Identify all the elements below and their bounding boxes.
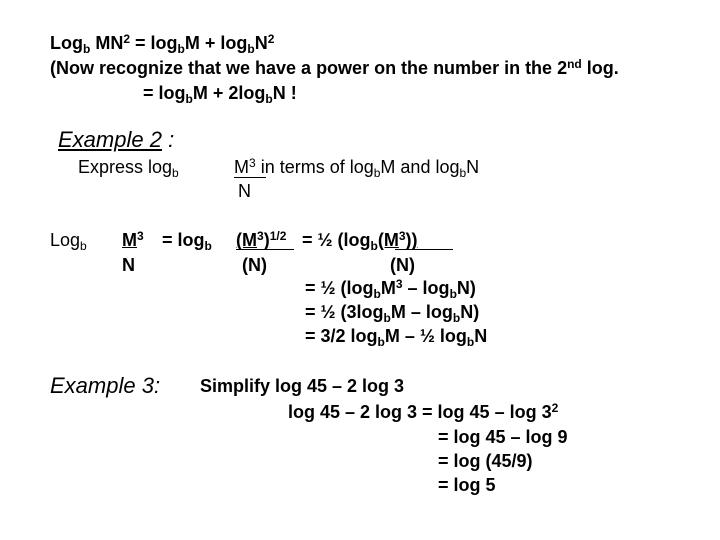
den-n1 [122,256,135,274]
intro-text: (Now recognize that we have a power on the number in the 2 [50,58,568,78]
step-text: = ½ (3log [305,302,384,322]
log-base: b [373,287,381,301]
fraction-bar [234,177,266,178]
step-text: N) [456,278,476,298]
intro-text: MN [90,33,124,53]
log-base: b [459,166,467,180]
log-base: b [172,166,179,180]
log-base: b [204,239,212,253]
log-base: b [452,311,461,325]
fraction-den: N [122,255,135,275]
intro-text: N ! [272,83,297,103]
prompt-text: Simplify log 45 – 2 log 3 [200,376,405,396]
log-base: b [466,335,475,349]
ex2-step-4 [305,326,488,349]
log-base: b [177,42,185,56]
intro-text: = log [143,83,186,103]
work-frac1-num [122,231,144,249]
log-base: b [373,166,381,180]
log-base: b [265,92,273,106]
example-3-heading [50,375,160,397]
log-base: b [185,92,193,106]
intro-line-3 [143,83,297,106]
ex3-step-2 [438,428,568,446]
intro-text: N [254,33,268,53]
intro-line-1 [50,32,275,56]
step-text: = log 45 – log 9 [438,427,568,447]
den-n2 [242,256,267,274]
exponent: 2 [551,401,559,415]
log-base: b [383,311,391,325]
paren-text: (M [236,230,257,250]
example-3-label: Example 3: [50,373,161,398]
log-word: Log [50,33,83,53]
step-text: = ½ (log [305,278,374,298]
log-base: b [449,287,457,301]
work-eq1 [162,230,212,253]
step-text: N [474,326,488,346]
log-base: b [247,42,255,56]
log-word: Log [50,230,81,250]
ex3-step-4 [438,476,496,494]
step-text: – log [402,278,450,298]
intro-text: = log [130,33,178,53]
fraction-den: (N) [242,255,267,275]
eq-text: = log [162,230,205,250]
express-text: N [466,157,480,177]
intro-text: log. [581,58,619,78]
express-fraction-den [238,182,251,200]
step-text: M [380,278,396,298]
exponent: 3 [249,156,256,170]
exponent: 3 [137,229,144,243]
exponent: 3 [257,229,264,243]
express-text: Express log [78,157,173,177]
fraction-den: (N) [390,255,415,275]
paren-text: ) [263,230,270,250]
exponent: 2 [267,32,275,46]
intro-text: M + log [184,33,248,53]
log-base: b [80,239,87,253]
ex2-step-3 [305,302,480,325]
fraction-num: M [122,230,137,250]
fraction-bar [395,249,453,250]
express-text: M and log [380,157,460,177]
exponent: 3 [395,277,403,291]
ordinal-suffix: nd [567,57,582,71]
step-text: log 45 – 2 log 3 = log 45 – log 3 [288,402,552,422]
exponent: 3 [398,229,406,243]
log-base: b [377,335,385,349]
work-log-label [50,230,87,253]
exponent: 1/2 [269,229,287,243]
step-text: = log 5 [438,475,496,495]
work-eq2 [302,229,418,253]
step-text: = log (45/9) [438,451,533,471]
den-n3 [390,256,415,274]
ex3-step-3 [438,452,533,470]
step-text: N) [460,302,480,322]
example-2-label: Example 2 [58,127,162,152]
exponent: 2 [123,32,131,46]
paren-text: (M [377,230,399,250]
example-2-heading [58,129,174,151]
eq-text: = ½ (log [302,230,371,250]
fraction-bar [236,249,294,250]
express-text: in terms of log [255,157,374,177]
step-text: = 3/2 log [305,326,378,346]
intro-text: M + 2log [192,83,266,103]
express-line [78,157,179,180]
paren-text: )) [405,230,418,250]
work-frac2-num [236,231,286,249]
ex2-step-2 [305,277,476,301]
fraction-num: M [234,157,249,177]
log-base: b [83,42,91,56]
fraction-den: N [238,181,251,201]
intro-line-2 [50,59,619,77]
express-fraction-num [234,156,480,180]
example-3-prompt [200,377,404,395]
colon: : [161,127,175,152]
step-text: M – log [390,302,453,322]
log-base: b [370,239,378,253]
ex3-step-1 [288,403,558,421]
step-text: M – ½ log [384,326,467,346]
